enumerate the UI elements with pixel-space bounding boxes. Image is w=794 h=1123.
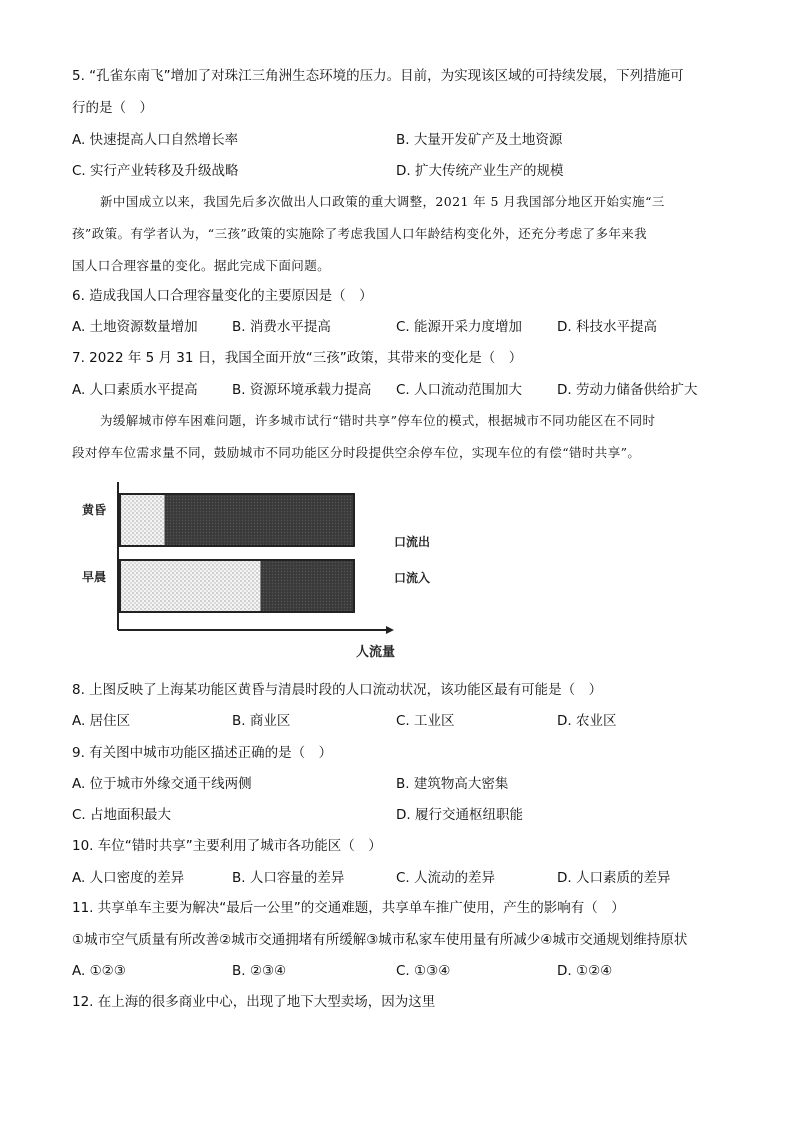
bar-segment-1-outflow	[120, 494, 164, 546]
bar-segment-2-outflow	[120, 560, 260, 612]
q5-option-a[interactable]: A. 快速提高人口自然增长率	[72, 132, 239, 148]
passage2-line2: 段对停车位需求量不同，鼓励城市不同功能区分时段提供空余停车位，实现车位的有偿“错时共享”。	[72, 445, 641, 460]
q11-option-b[interactable]: B. ②③④	[232, 963, 287, 979]
q9-option-b[interactable]: B. 建筑物高大密集	[396, 776, 509, 792]
q5-option-b[interactable]: B. 大量开发矿产及土地资源	[396, 132, 563, 148]
legend-inflow: 口流入	[394, 571, 431, 585]
q9-option-d[interactable]: D. 履行交通枢纽职能	[396, 807, 523, 823]
q8-option-a[interactable]: A. 居住区	[72, 713, 131, 729]
q9-option-a[interactable]: A. 位于城市外缘交通干线两侧	[72, 776, 252, 792]
population-flow-chart-svg	[76, 480, 456, 660]
q9-stem: 9. 有关图中城市功能区描述正确的是（ ）	[72, 745, 333, 761]
q7-stem: 7. 2022 年 5 月 31 日，我国全面开放“三孩”政策，其带来的变化是（ ）	[72, 350, 523, 366]
row2-label: 早晨	[82, 570, 107, 584]
q12-stem: 12. 在上海的很多商业中心，出现了地下大型卖场，因为这里	[72, 994, 436, 1010]
q11-option-d[interactable]: D. ①②④	[557, 963, 613, 979]
passage2-line1: 为缓解城市停车困难问题，许多城市试行“错时共享”停车位的模式，根据城市不同功能区在不同时	[100, 413, 656, 428]
q10-option-c[interactable]: C. 人流动的差异	[396, 870, 496, 886]
passage1-line1: 新中国成立以来，我国先后多次做出人口政策的重大调整，2021 年 5 月我国部分地区开始实施“三	[100, 194, 665, 209]
q6-option-a[interactable]: A. 土地资源数量增加	[72, 319, 198, 335]
q5-option-c[interactable]: C. 实行产业转移及升级战略	[72, 163, 239, 179]
bar-segment-2-inflow	[260, 560, 354, 612]
population-flow-chart	[76, 480, 456, 660]
q6-option-d[interactable]: D. 科技水平提高	[557, 319, 657, 335]
q11-stem: 11. 共享单车主要为解决“最后一公里”的交通难题，共享单车推广使用，产生的影响有（ ）	[72, 900, 625, 916]
q8-option-b[interactable]: B. 商业区	[232, 713, 291, 729]
q10-stem: 10. 车位“错时共享”主要利用了城市各功能区（ ）	[72, 838, 382, 854]
q9-option-c[interactable]: C. 占地面积最大	[72, 807, 172, 823]
q7-option-d[interactable]: D. 劳动力储备供给扩大	[557, 382, 698, 398]
q7-option-b[interactable]: B. 资源环境承载力提高	[232, 382, 372, 398]
passage1-line3: 国人口合理容量的变化。据此完成下面问题。	[72, 258, 331, 273]
passage1-line2: 孩”政策。有学者认为，“三孩”政策的实施除了考虑我国人口年龄结构变化外，还充分考虑了多年来我	[72, 226, 648, 241]
q10-option-d[interactable]: D. 人口素质的差异	[557, 870, 671, 886]
q5-stem-line2: 行的是（ ）	[72, 100, 153, 116]
q5-stem-line1: 5. “孔雀东南飞”增加了对珠江三角洲生态环境的压力。目前，为实现该区域的可持续发展，下列措施可	[72, 68, 684, 84]
q7-option-c[interactable]: C. 人口流动范围加大	[396, 382, 523, 398]
q11-option-c[interactable]: C. ①③④	[396, 963, 451, 979]
q8-option-d[interactable]: D. 农业区	[557, 713, 617, 729]
q8-stem: 8. 上图反映了上海某功能区黄昏与清晨时段的人口流动状况，该功能区最有可能是（ ）	[72, 682, 603, 698]
q11-items: ①城市空气质量有所改善②城市交通拥堵有所缓解③城市私家车使用量有所减少④城市交通规划维持原状	[72, 932, 688, 948]
q11-option-a[interactable]: A. ①②③	[72, 963, 126, 979]
x-axis-label: 人流量	[356, 645, 396, 660]
q10-option-b[interactable]: B. 人口容量的差异	[232, 870, 345, 886]
q7-option-a[interactable]: A. 人口素质水平提高	[72, 382, 198, 398]
q6-option-b[interactable]: B. 消费水平提高	[232, 319, 331, 335]
q10-option-a[interactable]: A. 人口密度的差异	[72, 870, 185, 886]
q6-stem: 6. 造成我国人口合理容量变化的主要原因是（ ）	[72, 288, 373, 304]
x-axis-arrow-icon	[386, 626, 394, 634]
legend-outflow: 口流出	[394, 535, 431, 549]
q6-option-c[interactable]: C. 能源开采力度增加	[396, 319, 523, 335]
q5-option-d[interactable]: D. 扩大传统产业生产的规模	[396, 163, 564, 179]
row1-label: 黄昏	[82, 503, 107, 517]
q8-option-c[interactable]: C. 工业区	[396, 713, 455, 729]
bar-segment-1-inflow	[164, 494, 354, 546]
